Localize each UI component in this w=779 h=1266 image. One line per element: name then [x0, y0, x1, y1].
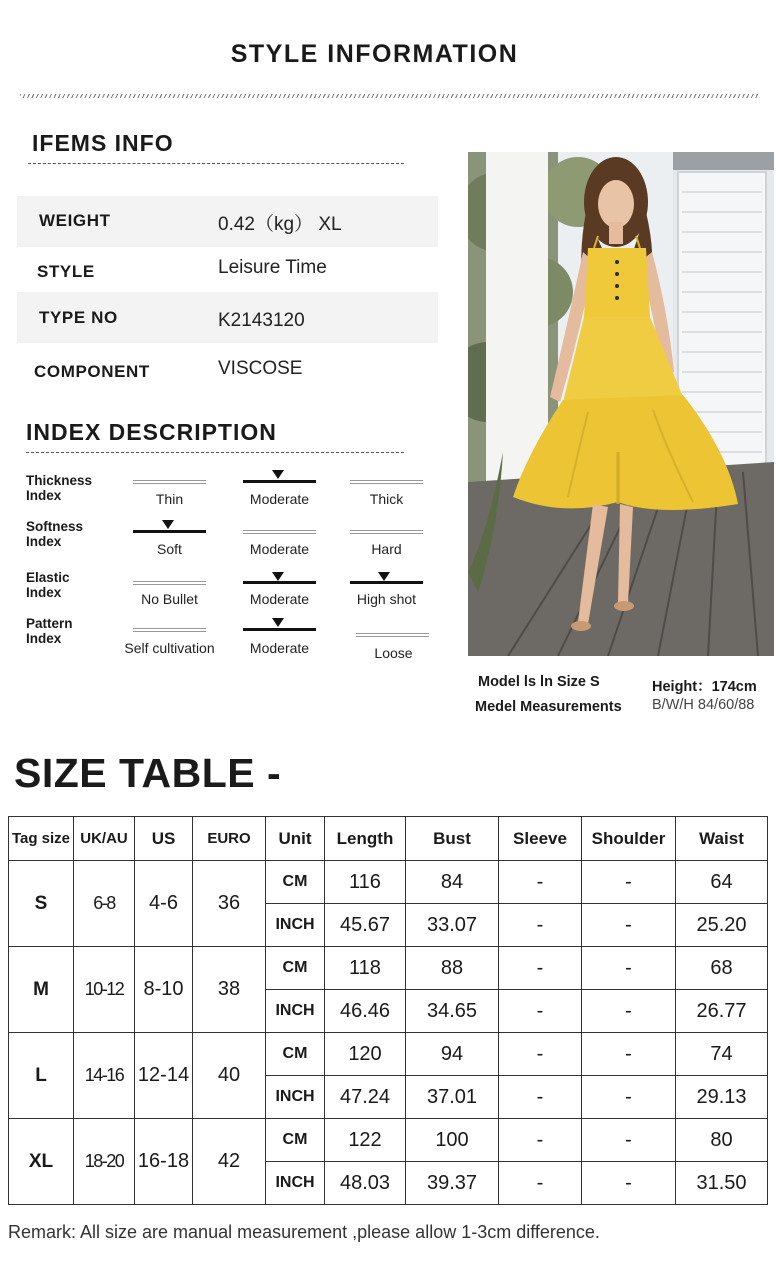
size-table-header-row [9, 817, 768, 861]
unit-cell: INCH [266, 904, 325, 947]
index-label-thickness: Thickness Index [26, 473, 93, 503]
waist-cell: 26.77 [676, 990, 768, 1033]
header-divider [20, 94, 760, 98]
bust-cell: 34.65 [406, 990, 499, 1033]
bust-cell: 37.01 [406, 1076, 499, 1119]
uk-au-cell: 14-16 [74, 1033, 135, 1119]
sleeve-cell: - [499, 904, 582, 947]
header-length: Length [325, 817, 406, 861]
index-label-pattern: Pattern Index [26, 616, 73, 646]
softness-option-hard: Hard [371, 541, 402, 557]
elastic-selected-marker-high-shot [378, 572, 390, 581]
elastic-selected-marker-moderate [272, 572, 284, 581]
uk-au-cell: 10-12 [74, 947, 135, 1033]
waist-cell: 29.13 [676, 1076, 768, 1119]
bust-cell: 100 [406, 1119, 499, 1162]
elastic-option-no-bullet: No Bullet [141, 591, 198, 607]
header-sleeve: Sleeve [499, 817, 582, 861]
us-cell: 16-18 [135, 1119, 193, 1205]
softness-bar-moderate [243, 530, 316, 534]
elastic-bar-moderate [243, 581, 316, 584]
euro-cell: 36 [193, 861, 266, 947]
table-row [9, 1119, 768, 1162]
index-description-divider [26, 452, 404, 453]
size-table [8, 816, 768, 1205]
table-row [9, 861, 768, 904]
index-description-title: INDEX DESCRIPTION [26, 419, 277, 445]
shoulder-cell: - [582, 990, 676, 1033]
softness-option-moderate: Moderate [249, 541, 310, 557]
sleeve-cell: - [499, 990, 582, 1033]
unit-cell: CM [266, 1119, 325, 1162]
unit-cell: INCH [266, 1076, 325, 1119]
unit-cell: INCH [266, 990, 325, 1033]
bust-cell: 94 [406, 1033, 499, 1076]
length-cell: 45.67 [325, 904, 406, 947]
thickness-bar-moderate [243, 480, 316, 483]
euro-cell: 42 [193, 1119, 266, 1205]
header-us: US [135, 817, 193, 861]
header-uk-au: UK/AU [74, 817, 135, 861]
header-euro: EURO [193, 817, 266, 861]
header-shoulder: Shoulder [582, 817, 676, 861]
unit-cell: CM [266, 947, 325, 990]
table-row [9, 947, 768, 990]
remark-text: Remark: All size are manual measurement ,please allow 1-3cm difference. [8, 1222, 600, 1242]
shoulder-cell: - [582, 1033, 676, 1076]
pattern-bar-self-cultivation [133, 628, 206, 632]
model-bwh-value: B/W/H 84/60/88 [652, 697, 755, 713]
waist-cell: 64 [676, 861, 768, 904]
index-label-elastic: Elastic Index [26, 570, 70, 600]
elastic-bar-no-bullet [133, 581, 206, 585]
info-label-type-no: TYPE NO [39, 308, 118, 327]
items-info-divider [28, 163, 404, 164]
uk-au-cell: 6-8 [74, 861, 135, 947]
pattern-option-loose: Loose [374, 645, 413, 661]
waist-cell: 74 [676, 1033, 768, 1076]
length-cell: 47.24 [325, 1076, 406, 1119]
softness-bar-hard [350, 530, 423, 534]
page-title: STYLE INFORMATION [230, 40, 519, 68]
info-label-weight: WEIGHT [39, 211, 111, 230]
bust-cell: 88 [406, 947, 499, 990]
items-info-title: IFEMS INFO [32, 130, 174, 156]
uk-au-cell: 18-20 [74, 1119, 135, 1205]
sleeve-cell: - [499, 1119, 582, 1162]
softness-option-soft: Soft [157, 541, 182, 557]
sleeve-cell: - [499, 947, 582, 990]
euro-cell: 40 [193, 1033, 266, 1119]
size-tag-cell: XL [9, 1119, 74, 1205]
waist-cell: 68 [676, 947, 768, 990]
softness-selected-marker [162, 520, 174, 529]
sleeve-cell: - [499, 1162, 582, 1205]
bust-cell: 84 [406, 861, 499, 904]
waist-cell: 80 [676, 1119, 768, 1162]
pattern-option-moderate: Moderate [249, 640, 310, 656]
length-cell: 122 [325, 1119, 406, 1162]
length-cell: 118 [325, 947, 406, 990]
shoulder-cell: - [582, 1162, 676, 1205]
model-height-caption: Height：174cm [652, 679, 757, 695]
bust-cell: 33.07 [406, 904, 499, 947]
size-tag-cell: M [9, 947, 74, 1033]
header-unit: Unit [266, 817, 325, 861]
header-bust: Bust [406, 817, 499, 861]
thickness-bar-thin [133, 480, 206, 484]
length-cell: 48.03 [325, 1162, 406, 1205]
elastic-option-high-shot: High shot [356, 591, 417, 607]
shoulder-cell: - [582, 1119, 676, 1162]
thickness-bar-thick [350, 480, 423, 484]
header-tag-size: Tag size [9, 817, 74, 861]
sleeve-cell: - [499, 1076, 582, 1119]
pattern-selected-marker [272, 618, 284, 627]
elastic-option-moderate: Moderate [249, 591, 310, 607]
model-measurements-caption: Medel Measurements [475, 699, 622, 715]
thickness-option-moderate: Moderate [249, 491, 310, 507]
us-cell: 12-14 [135, 1033, 193, 1119]
info-value-weight: 0.42（kg） XL [218, 214, 342, 235]
thickness-option-thin: Thin [155, 491, 184, 507]
length-cell: 116 [325, 861, 406, 904]
softness-bar-soft [133, 530, 206, 533]
table-row [9, 1033, 768, 1076]
size-tag-cell: L [9, 1033, 74, 1119]
shoulder-cell: - [582, 904, 676, 947]
info-label-style: STYLE [37, 262, 95, 281]
index-label-softness: Softness Index [26, 519, 84, 549]
bust-cell: 39.37 [406, 1162, 499, 1205]
sleeve-cell: - [499, 861, 582, 904]
us-cell: 8-10 [135, 947, 193, 1033]
us-cell: 4-6 [135, 861, 193, 947]
model-photo [468, 152, 774, 656]
pattern-option-self-cultivation: Self cultivation [124, 640, 215, 656]
pattern-bar-moderate [243, 628, 316, 631]
size-tag-cell: S [9, 861, 74, 947]
elastic-bar-high-shot [350, 581, 423, 584]
model-size-caption: Model ls ln Size S [478, 674, 600, 690]
info-value-type-no: K2143120 [218, 310, 305, 331]
info-value-component: VISCOSE [218, 358, 303, 379]
shoulder-cell: - [582, 1076, 676, 1119]
shoulder-cell: - [582, 947, 676, 990]
header-waist: Waist [676, 817, 768, 861]
info-value-style: Leisure Time [218, 257, 327, 278]
unit-cell: CM [266, 1033, 325, 1076]
size-table-title: SIZE TABLE - [14, 750, 282, 796]
unit-cell: INCH [266, 1162, 325, 1205]
euro-cell: 38 [193, 947, 266, 1033]
info-label-component: COMPONENT [34, 362, 150, 381]
length-cell: 120 [325, 1033, 406, 1076]
waist-cell: 31.50 [676, 1162, 768, 1205]
shoulder-cell: - [582, 861, 676, 904]
length-cell: 46.46 [325, 990, 406, 1033]
unit-cell: CM [266, 861, 325, 904]
thickness-option-thick: Thick [369, 491, 404, 507]
pattern-bar-loose [356, 633, 429, 637]
sleeve-cell: - [499, 1033, 582, 1076]
waist-cell: 25.20 [676, 904, 768, 947]
thickness-selected-marker [272, 470, 284, 479]
